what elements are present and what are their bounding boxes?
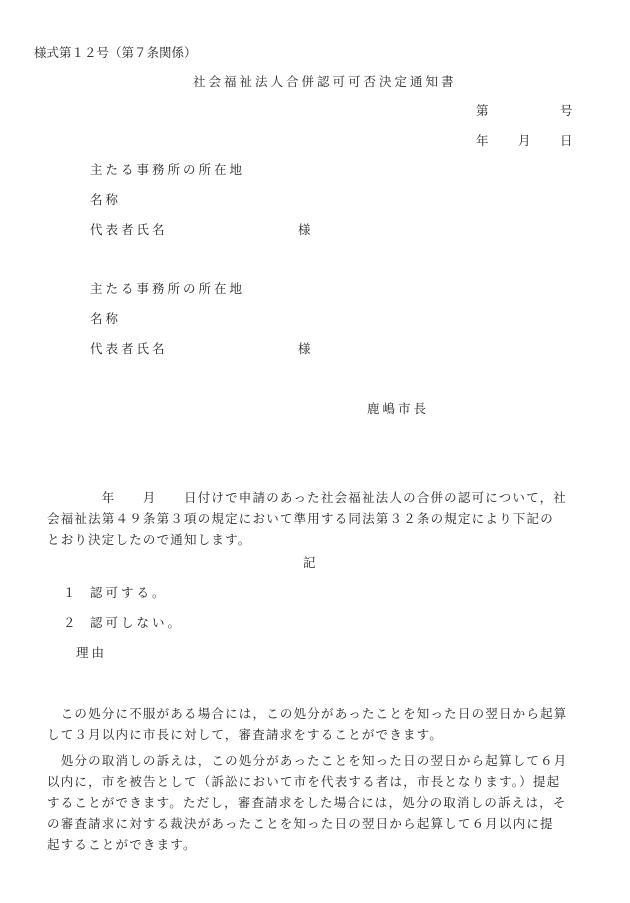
- recipient-2-address-label: 主たる事務所の所在地: [90, 281, 246, 296]
- date-month: 月: [518, 133, 531, 148]
- notice-line: して３月以内に市長に対して，審査請求をすることができます。: [47, 727, 444, 742]
- reason-label: 理由: [76, 645, 108, 660]
- doc-number-suffix: 号: [560, 103, 573, 118]
- document-title: 社会福祉法人合併認可可否決定通知書: [193, 74, 457, 89]
- recipient-2-honorific: 様: [298, 341, 311, 356]
- date-day: 日: [560, 133, 573, 148]
- recipient-1-address-label: 主たる事務所の所在地: [90, 162, 246, 177]
- notice-line: 起することができます。: [47, 837, 197, 852]
- recipient-2-name-label: 名称: [90, 311, 122, 326]
- option-2-text: 認可しない。: [90, 615, 184, 630]
- body-line: とおり決定したので通知します。: [47, 532, 252, 547]
- form-number: 様式第１２号（第７条関係）: [34, 45, 197, 60]
- recipient-2-rep-label: 代表者氏名: [90, 341, 168, 356]
- notice-line: 処分の取消しの訴えは，この処分があったことを知った日の翌日から起算して６月: [47, 753, 568, 768]
- doc-number-prefix: 第: [476, 103, 489, 118]
- notice-line: の審査請求に対する裁決があったことを知った日の翌日から起算して６月以内に提: [47, 816, 554, 831]
- lawsuit-notice: [47, 750, 587, 855]
- ki-heading: 記: [303, 555, 316, 570]
- option-1-number: １: [63, 585, 76, 600]
- option-2-number: ２: [63, 615, 76, 630]
- appeal-notice: [47, 703, 587, 745]
- notice-line: することができます。ただし，審査請求をした場合には，処分の取消しの訴えは，そ: [47, 795, 567, 810]
- notice-line: この処分に不服がある場合には，この処分があったことを知った日の翌日から起算: [47, 706, 568, 721]
- body-line: 会福祉法第４９条第３項の規定において準用する同法第３２条の規定により下記の: [47, 511, 554, 526]
- body-paragraph: [47, 487, 587, 550]
- recipient-1-rep-label: 代表者氏名: [90, 222, 168, 237]
- recipient-1-honorific: 様: [298, 222, 311, 237]
- notice-line: 以内に，市を被告として（訴訟において市を代表する者は，市長となります。）提起: [47, 774, 561, 789]
- option-1-text: 認可する。: [90, 585, 168, 600]
- issuer-name: 鹿嶋市長: [367, 401, 430, 416]
- date-year: 年: [476, 133, 489, 148]
- body-line: 年 月 日付けで申請のあった社会福祉法人の合併の認可について，社: [47, 490, 567, 505]
- recipient-1-name-label: 名称: [90, 192, 122, 207]
